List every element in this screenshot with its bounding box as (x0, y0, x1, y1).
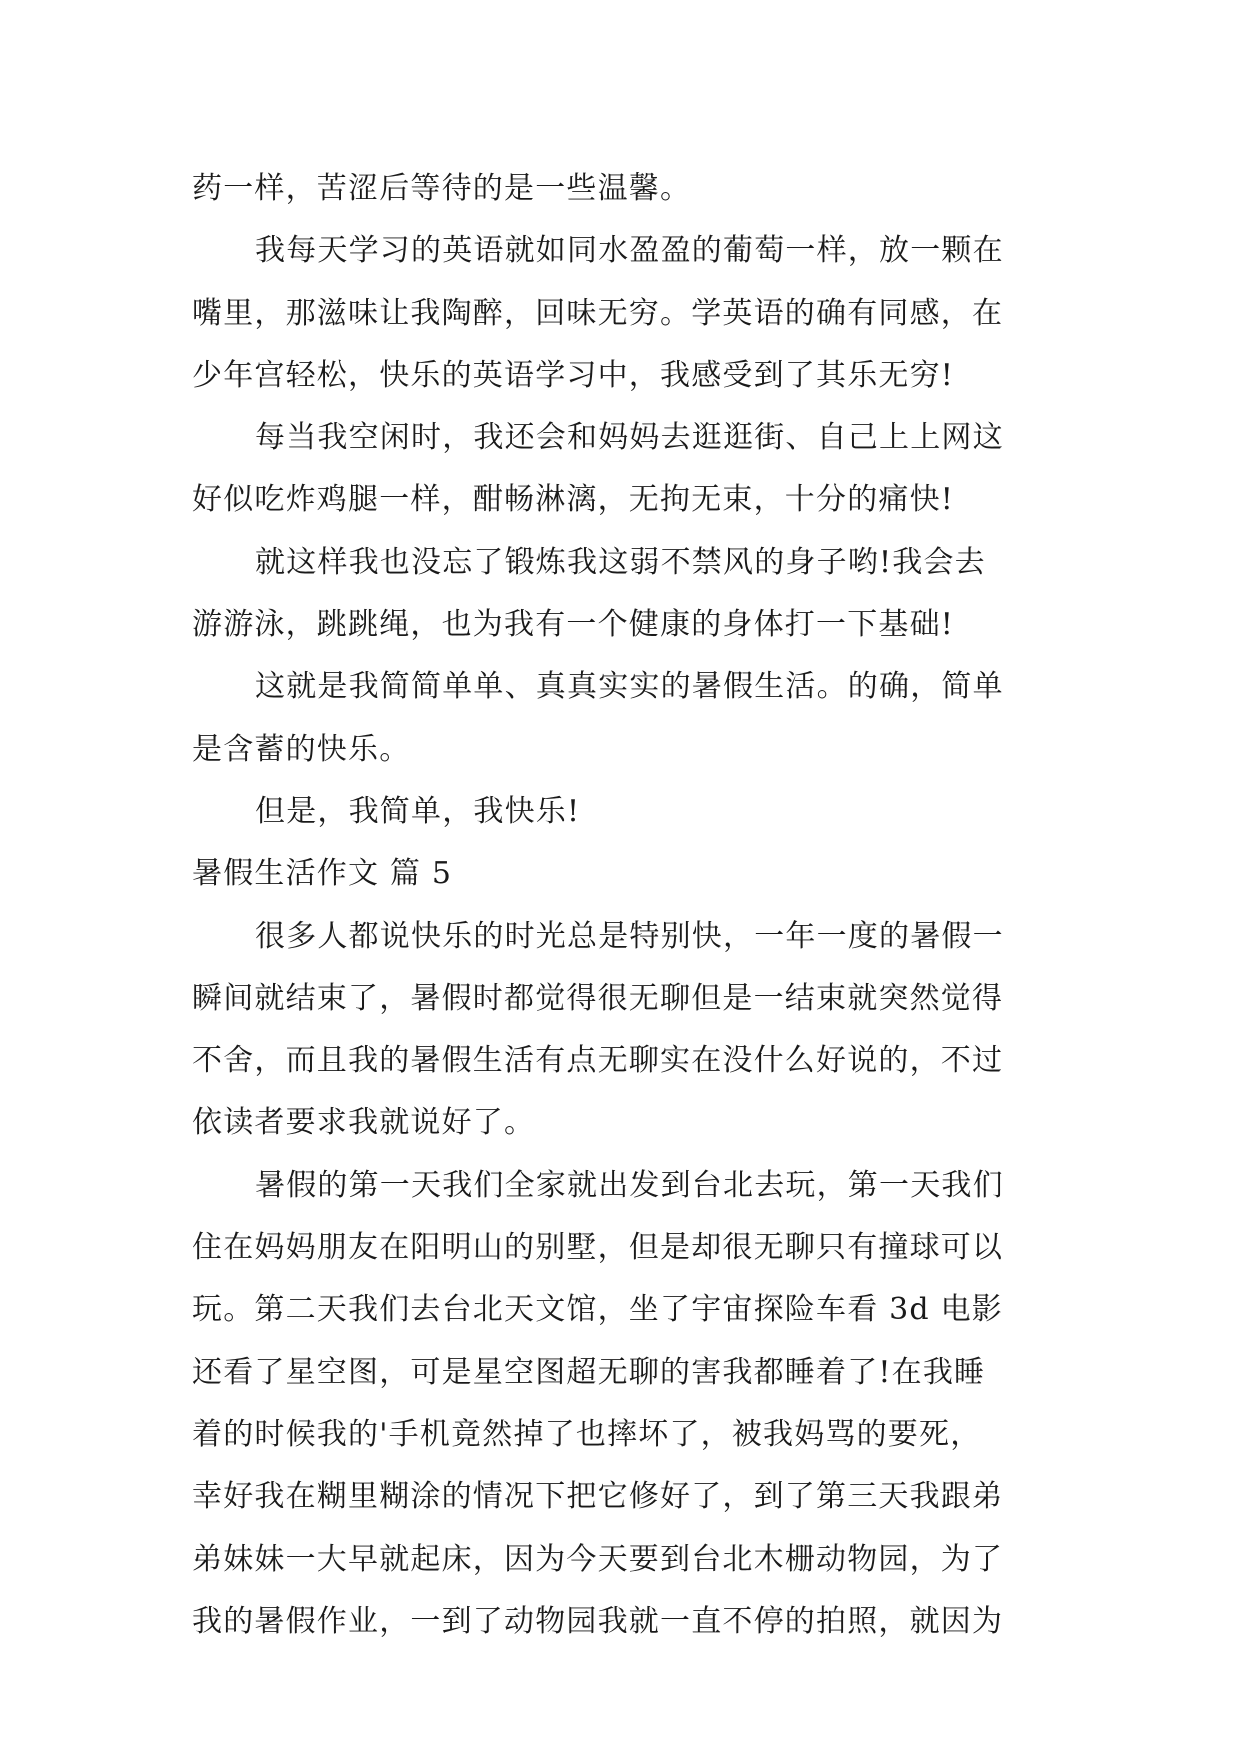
text-line: 每当我空闲时，我还会和妈妈去逛逛街、自己上上网这 (255, 420, 1004, 456)
text-line: 还看了星空图，可是星空图超无聊的害我都睡着了!在我睡 (192, 1354, 986, 1390)
text-line: 不舍，而且我的暑假生活有点无聊实在没什么好说的，不过 (192, 1043, 1004, 1079)
section-heading: 暑假生活作文 篇 5 (192, 856, 453, 892)
text-line: 弟妹妹一大早就起床，因为今天要到台北木栅动物园，为了 (192, 1541, 1004, 1577)
text-line: 嘴里，那滋味让我陶醉，回味无穷。学英语的确有同感，在 (192, 295, 1004, 331)
text-line: 就这样我也没忘了锻炼我这弱不禁风的身子哟!我会去 (255, 544, 986, 580)
text-line: 好似吃炸鸡腿一样，酣畅淋漓，无拘无束，十分的痛快! (192, 482, 955, 518)
text-line: 瞬间就结束了，暑假时都觉得很无聊但是一结束就突然觉得 (192, 980, 1004, 1016)
text-line: 但是，我简单，我快乐! (255, 793, 581, 829)
text-line: 依读者要求我就说好了。 (192, 1105, 536, 1141)
text-line: 游游泳，跳跳绳，也为我有一个健康的身体打一下基础! (192, 607, 955, 643)
document-body (192, 158, 1062, 1653)
text-line: 我的暑假作业，一到了动物园我就一直不停的拍照，就因为 (192, 1603, 1004, 1639)
text-line: 是含蓄的快乐。 (192, 731, 411, 767)
text-line: 玩。第二天我们去台北天文馆，坐了宇宙探险车看 3d 电影 (192, 1292, 1003, 1328)
text-line: 住在妈妈朋友在阳明山的别墅，但是却很无聊只有撞球可以 (192, 1230, 1004, 1266)
text-line: 暑假的第一天我们全家就出发到台北去玩，第一天我们 (255, 1167, 1004, 1203)
text-line: 很多人都说快乐的时光总是特别快，一年一度的暑假一 (255, 918, 1004, 954)
text-line: 我每天学习的英语就如同水盈盈的葡萄一样，放一颗在 (255, 233, 1004, 269)
text-line: 这就是我简简单单、真真实实的暑假生活。的确，简单 (255, 669, 1004, 705)
text-line: 幸好我在糊里糊涂的情况下把它修好了，到了第三天我跟弟 (192, 1479, 1004, 1515)
text-line: 着的时候我的'手机竟然掉了也摔坏了，被我妈骂的要死， (192, 1416, 982, 1452)
text-line: 少年宫轻松，快乐的英语学习中，我感受到了其乐无穷! (192, 357, 955, 393)
text-line: 药一样，苦涩后等待的是一些温馨。 (192, 171, 692, 206)
